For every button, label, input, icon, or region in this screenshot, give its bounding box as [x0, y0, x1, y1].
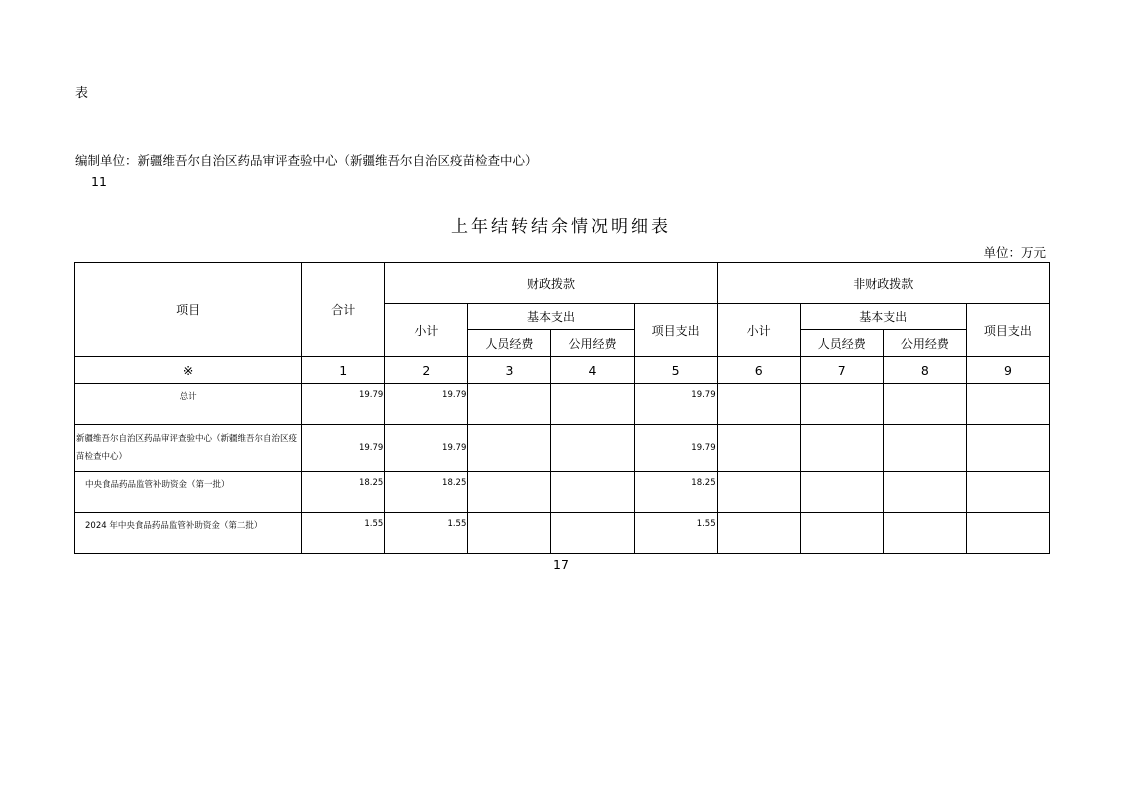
row-label: 中央食品药品监管补助资金（第一批）	[75, 472, 302, 513]
index-cell: 3	[468, 357, 551, 384]
header-nonfiscal-subtotal: 小计	[717, 304, 800, 357]
header-fiscal-basic: 基本支出	[468, 304, 634, 330]
table-row	[75, 425, 1050, 472]
value-cell	[717, 425, 800, 472]
value-cell	[551, 384, 634, 425]
value-cell: 1.55	[302, 513, 385, 554]
value-cell: 1.55	[634, 513, 717, 554]
index-cell: 4	[551, 357, 634, 384]
value-cell	[800, 384, 883, 425]
value-cell	[717, 384, 800, 425]
header-fiscal-subtotal: 小计	[385, 304, 468, 357]
value-cell: 18.25	[302, 472, 385, 513]
page-title: 上年结转结余情况明细表	[451, 217, 671, 237]
index-cell: 5	[634, 357, 717, 384]
unit-code: 11	[91, 174, 107, 189]
value-cell: 19.79	[385, 425, 468, 472]
index-cell: 6	[717, 357, 800, 384]
value-cell	[883, 472, 966, 513]
index-cell: 1	[302, 357, 385, 384]
value-cell	[468, 384, 551, 425]
value-cell	[966, 513, 1049, 554]
index-cell: 2	[385, 357, 468, 384]
value-cell	[717, 472, 800, 513]
currency-unit: 单位：万元	[983, 245, 1046, 260]
value-cell	[966, 425, 1049, 472]
value-cell: 19.79	[302, 384, 385, 425]
value-cell: 19.79	[634, 384, 717, 425]
value-cell	[468, 513, 551, 554]
value-cell	[468, 472, 551, 513]
header-total: 合计	[302, 263, 385, 357]
value-cell: 19.79	[634, 425, 717, 472]
value-cell	[883, 513, 966, 554]
header-item: 项目	[75, 263, 302, 357]
value-cell	[800, 513, 883, 554]
index-cell: 8	[883, 357, 966, 384]
sheet-label: 表	[75, 86, 89, 101]
table-row	[75, 472, 1050, 513]
index-cell: ※	[75, 357, 302, 384]
index-cell: 7	[800, 357, 883, 384]
value-cell: 18.25	[385, 472, 468, 513]
value-cell	[800, 472, 883, 513]
row-label: 2024 年中央食品药品监管补助资金（第二批）	[75, 513, 302, 554]
value-cell: 19.79	[385, 384, 468, 425]
header-fiscal-project: 项目支出	[634, 304, 717, 357]
index-row	[75, 357, 1050, 384]
value-cell	[883, 384, 966, 425]
header-fiscal: 财政拨款	[385, 263, 717, 304]
value-cell	[883, 425, 966, 472]
value-cell	[800, 425, 883, 472]
row-label: 总计	[75, 384, 302, 425]
value-cell	[966, 472, 1049, 513]
row-label: 新疆维吾尔自治区药品审评查验中心（新疆维吾尔自治区疫苗检查中心）	[75, 425, 302, 472]
compiling-unit: 编制单位：新疆维吾尔自治区药品审评查验中心（新疆维吾尔自治区疫苗检查中心）	[75, 153, 538, 168]
value-cell	[551, 513, 634, 554]
header-nonfiscal-project: 项目支出	[966, 304, 1049, 357]
value-cell	[717, 513, 800, 554]
carryover-detail-table	[74, 262, 1050, 554]
table-row	[75, 384, 1050, 425]
page-number: 17	[553, 557, 569, 572]
header-nonfiscal-public: 公用经费	[883, 330, 966, 357]
value-cell	[551, 472, 634, 513]
table-row	[75, 513, 1050, 554]
value-cell: 18.25	[634, 472, 717, 513]
header-row-1	[75, 263, 1050, 304]
value-cell	[551, 425, 634, 472]
header-nonfiscal-personnel: 人员经费	[800, 330, 883, 357]
value-cell	[468, 425, 551, 472]
value-cell: 1.55	[385, 513, 468, 554]
value-cell	[966, 384, 1049, 425]
header-fiscal-public: 公用经费	[551, 330, 634, 357]
value-cell: 19.79	[302, 425, 385, 472]
header-nonfiscal-basic: 基本支出	[800, 304, 966, 330]
header-fiscal-personnel: 人员经费	[468, 330, 551, 357]
header-nonfiscal: 非财政拨款	[717, 263, 1049, 304]
index-cell: 9	[966, 357, 1049, 384]
